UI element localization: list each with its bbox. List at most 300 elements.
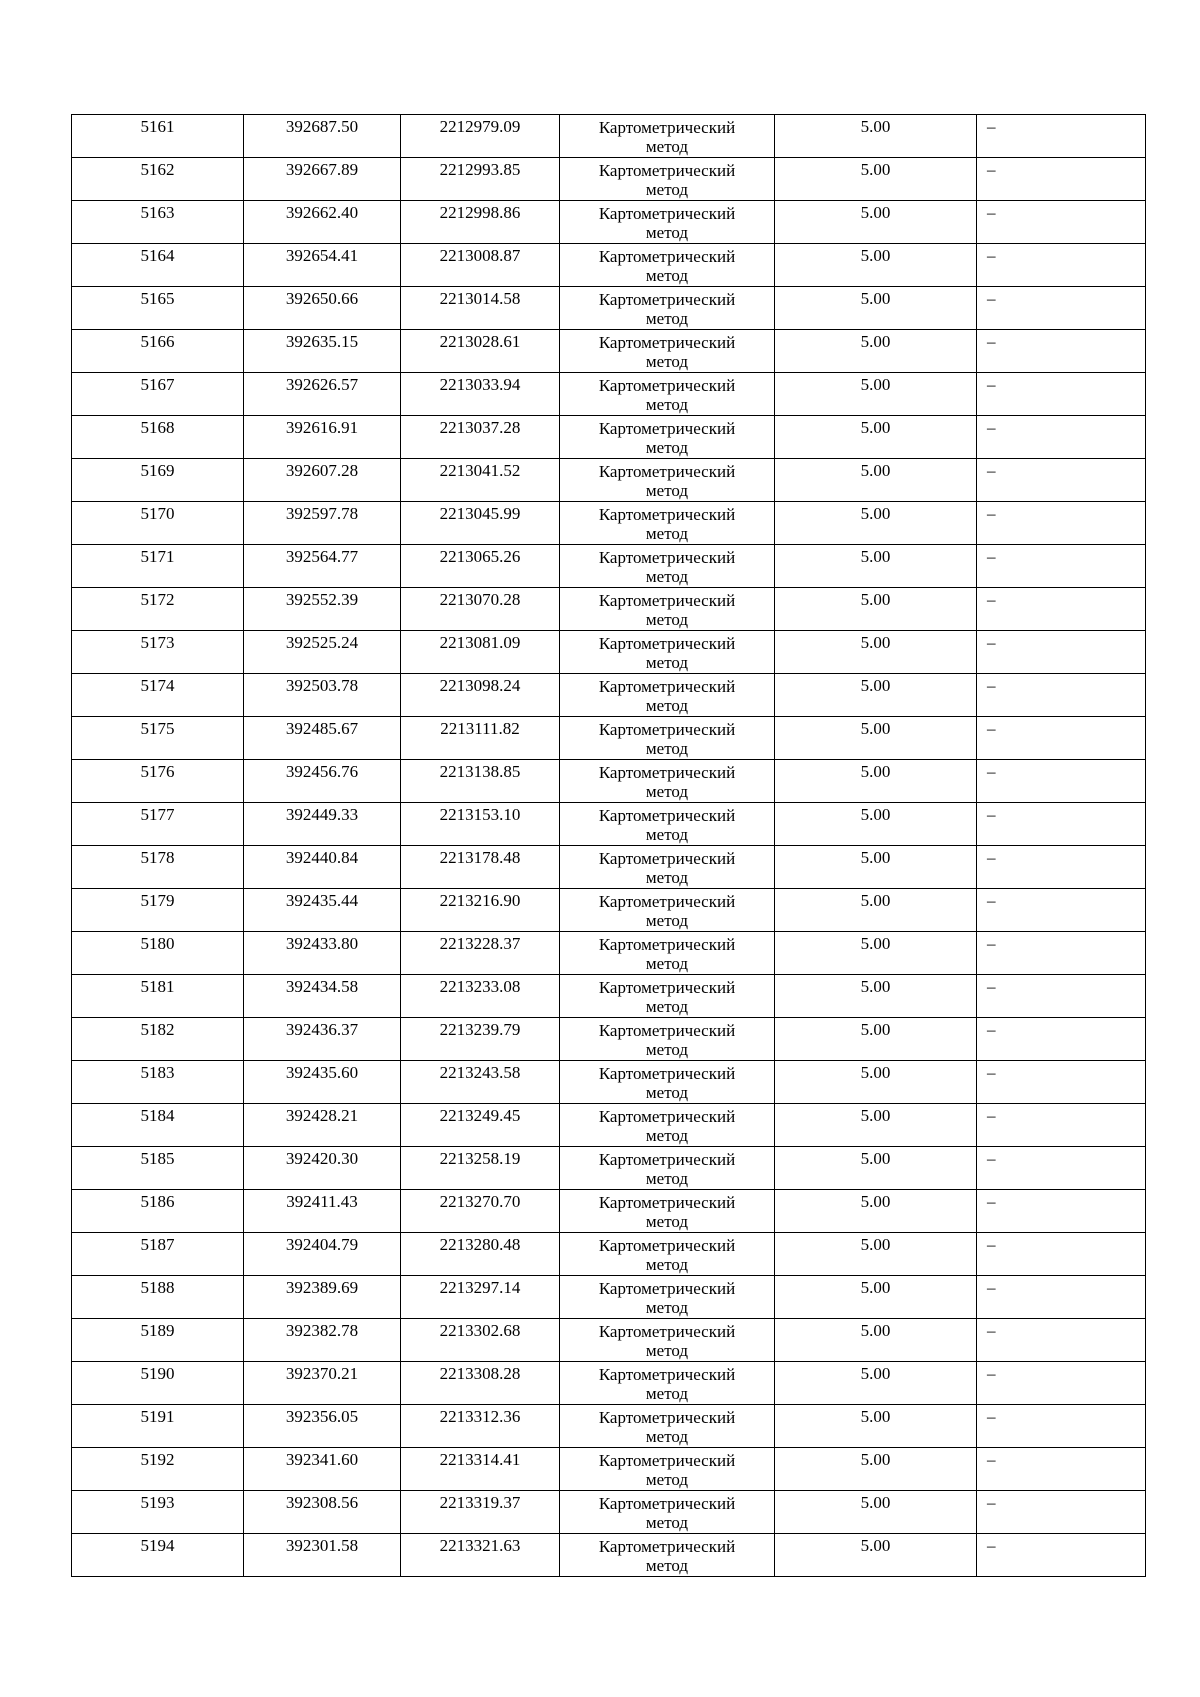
method-line-1: Картометрический: [598, 806, 736, 825]
table-row: [72, 760, 1146, 803]
note-cell-text: –: [987, 461, 996, 480]
x-coordinate-cell: [244, 760, 401, 803]
table-row: [72, 502, 1146, 545]
x-coordinate-cell: [244, 244, 401, 287]
method-line-2: метод: [645, 610, 689, 629]
method-line-1: Картометрический: [598, 591, 736, 610]
note-cell: [977, 1362, 1146, 1405]
point-number-cell-text: 5171: [140, 547, 175, 566]
accuracy-cell-text: 5.00: [860, 848, 891, 867]
x-coordinate-cell-text: 392420.30: [285, 1149, 359, 1168]
x-coordinate-cell: [244, 1448, 401, 1491]
note-cell-text: –: [987, 590, 996, 609]
table-body: [72, 115, 1146, 1577]
note-cell: [977, 1491, 1146, 1534]
method-line-1: Картометрический: [598, 634, 736, 653]
note-cell-text: –: [987, 848, 996, 867]
method-line-1: Картометрический: [598, 1408, 736, 1427]
x-coordinate-cell-text: 392370.21: [285, 1364, 359, 1383]
method-cell: [560, 1362, 775, 1405]
y-coordinate-cell-text: 2213041.52: [439, 461, 521, 480]
point-number-cell-text: 5190: [140, 1364, 175, 1383]
table-row: [72, 588, 1146, 631]
accuracy-cell: [775, 416, 977, 459]
y-coordinate-cell: [401, 545, 560, 588]
method-line-2: метод: [645, 1427, 689, 1446]
y-coordinate-cell: [401, 674, 560, 717]
x-coordinate-cell: [244, 158, 401, 201]
note-cell-text: –: [987, 1364, 996, 1383]
method-cell: [560, 803, 775, 846]
method-line-1: Картометрический: [598, 935, 736, 954]
accuracy-cell-text: 5.00: [860, 1192, 891, 1211]
table-row: [72, 1362, 1146, 1405]
table-row: [72, 1233, 1146, 1276]
method-line-1: Картометрический: [598, 247, 736, 266]
y-coordinate-cell-text: 2213111.82: [440, 719, 520, 738]
table-row: [72, 459, 1146, 502]
point-number-cell-text: 5161: [140, 117, 175, 136]
point-number-cell-text: 5191: [140, 1407, 175, 1426]
y-coordinate-cell: [401, 975, 560, 1018]
note-cell-text: –: [987, 934, 996, 953]
point-number-cell-text: 5170: [140, 504, 175, 523]
x-coordinate-cell-text: 392356.05: [285, 1407, 359, 1426]
x-coordinate-cell-text: 392436.37: [285, 1020, 359, 1039]
point-number-cell: [72, 330, 244, 373]
method-cell: [560, 846, 775, 889]
table-row: [72, 1061, 1146, 1104]
point-number-cell: [72, 373, 244, 416]
method-line-2: метод: [645, 309, 689, 328]
note-cell: [977, 1190, 1146, 1233]
method-line-2: метод: [645, 567, 689, 586]
y-coordinate-cell-text: 2212979.09: [439, 117, 521, 136]
point-number-cell-text: 5168: [140, 418, 175, 437]
method-line-2: метод: [645, 1513, 689, 1532]
y-coordinate-cell-text: 2212993.85: [439, 160, 521, 179]
method-line-2: метод: [645, 1126, 689, 1145]
method-line-1: Картометрический: [598, 1537, 736, 1556]
x-coordinate-cell: [244, 1534, 401, 1577]
x-coordinate-cell-text: 392308.56: [285, 1493, 359, 1512]
x-coordinate-cell-text: 392564.77: [285, 547, 359, 566]
accuracy-cell: [775, 1448, 977, 1491]
accuracy-cell-text: 5.00: [860, 1321, 891, 1340]
accuracy-cell-text: 5.00: [860, 676, 891, 695]
y-coordinate-cell-text: 2213280.48: [439, 1235, 521, 1254]
method-line-2: метод: [645, 653, 689, 672]
accuracy-cell-text: 5.00: [860, 547, 891, 566]
x-coordinate-cell: [244, 1233, 401, 1276]
accuracy-cell: [775, 975, 977, 1018]
method-line-2: метод: [645, 1083, 689, 1102]
x-coordinate-cell-text: 392597.78: [285, 504, 359, 523]
point-number-cell-text: 5194: [140, 1536, 175, 1555]
method-line-2: метод: [645, 696, 689, 715]
note-cell-text: –: [987, 160, 996, 179]
accuracy-cell: [775, 588, 977, 631]
method-line-1: Картометрический: [598, 1322, 736, 1341]
y-coordinate-cell: [401, 373, 560, 416]
point-number-cell-text: 5182: [140, 1020, 175, 1039]
x-coordinate-cell-text: 392449.33: [285, 805, 359, 824]
point-number-cell: [72, 1276, 244, 1319]
accuracy-cell: [775, 330, 977, 373]
note-cell: [977, 588, 1146, 631]
x-coordinate-cell: [244, 1405, 401, 1448]
point-number-cell-text: 5175: [140, 719, 175, 738]
method-cell: [560, 459, 775, 502]
note-cell: [977, 201, 1146, 244]
accuracy-cell-text: 5.00: [860, 762, 891, 781]
y-coordinate-cell: [401, 330, 560, 373]
method-line-1: Картометрический: [598, 204, 736, 223]
method-line-2: метод: [645, 1556, 689, 1575]
point-number-cell: [72, 502, 244, 545]
method-cell: [560, 717, 775, 760]
y-coordinate-cell: [401, 889, 560, 932]
method-line-1: Картометрический: [598, 376, 736, 395]
x-coordinate-cell-text: 392485.67: [285, 719, 359, 738]
method-line-2: метод: [645, 782, 689, 801]
method-line-2: метод: [645, 137, 689, 156]
method-line-1: Картометрический: [598, 1064, 736, 1083]
x-coordinate-cell-text: 392650.66: [285, 289, 359, 308]
method-line-1: Картометрический: [598, 161, 736, 180]
y-coordinate-cell: [401, 459, 560, 502]
accuracy-cell: [775, 1319, 977, 1362]
point-number-cell: [72, 975, 244, 1018]
point-number-cell-text: 5169: [140, 461, 175, 480]
note-cell-text: –: [987, 1321, 996, 1340]
x-coordinate-cell: [244, 1190, 401, 1233]
point-number-cell: [72, 1362, 244, 1405]
method-cell: [560, 1319, 775, 1362]
method-line-2: метод: [645, 1212, 689, 1231]
note-cell-text: –: [987, 1106, 996, 1125]
method-cell: [560, 631, 775, 674]
point-number-cell: [72, 1061, 244, 1104]
method-cell: [560, 115, 775, 158]
x-coordinate-cell-text: 392301.58: [285, 1536, 359, 1555]
point-number-cell: [72, 889, 244, 932]
note-cell: [977, 674, 1146, 717]
method-line-1: Картометрический: [598, 1107, 736, 1126]
x-coordinate-cell-text: 392433.80: [285, 934, 359, 953]
x-coordinate-cell-text: 392626.57: [285, 375, 359, 394]
method-cell: [560, 674, 775, 717]
accuracy-cell-text: 5.00: [860, 160, 891, 179]
x-coordinate-cell: [244, 631, 401, 674]
y-coordinate-cell: [401, 1233, 560, 1276]
method-cell: [560, 1233, 775, 1276]
note-cell: [977, 1233, 1146, 1276]
point-number-cell-text: 5192: [140, 1450, 175, 1469]
table-row: [72, 115, 1146, 158]
point-number-cell: [72, 588, 244, 631]
y-coordinate-cell-text: 2213037.28: [439, 418, 521, 437]
note-cell-text: –: [987, 1407, 996, 1426]
point-number-cell-text: 5180: [140, 934, 175, 953]
x-coordinate-cell: [244, 674, 401, 717]
x-coordinate-cell: [244, 115, 401, 158]
method-line-1: Картометрический: [598, 892, 736, 911]
table-row: [72, 244, 1146, 287]
method-line-1: Картометрический: [598, 462, 736, 481]
x-coordinate-cell: [244, 502, 401, 545]
y-coordinate-cell: [401, 1276, 560, 1319]
method-cell: [560, 1534, 775, 1577]
x-coordinate-cell-text: 392440.84: [285, 848, 359, 867]
method-cell: [560, 1018, 775, 1061]
accuracy-cell-text: 5.00: [860, 418, 891, 437]
x-coordinate-cell-text: 392389.69: [285, 1278, 359, 1297]
table-row: [72, 631, 1146, 674]
table-row: [72, 1405, 1146, 1448]
accuracy-cell: [775, 1104, 977, 1147]
method-line-2: метод: [645, 1255, 689, 1274]
table-row: [72, 201, 1146, 244]
method-line-1: Картометрический: [598, 1193, 736, 1212]
method-line-1: Картометрический: [598, 118, 736, 137]
point-number-cell: [72, 760, 244, 803]
y-coordinate-cell-text: 2213033.94: [439, 375, 521, 394]
accuracy-cell: [775, 717, 977, 760]
method-cell: [560, 1061, 775, 1104]
point-number-cell-text: 5183: [140, 1063, 175, 1082]
x-coordinate-cell-text: 392411.43: [286, 1192, 358, 1211]
y-coordinate-cell: [401, 502, 560, 545]
method-line-2: метод: [645, 1298, 689, 1317]
x-coordinate-cell-text: 392616.91: [285, 418, 359, 437]
note-cell: [977, 717, 1146, 760]
point-number-cell: [72, 674, 244, 717]
note-cell: [977, 545, 1146, 588]
method-line-1: Картометрический: [598, 849, 736, 868]
method-line-2: метод: [645, 395, 689, 414]
table-row: [72, 1319, 1146, 1362]
method-line-1: Картометрический: [598, 1279, 736, 1298]
table-row: [72, 1276, 1146, 1319]
point-number-cell: [72, 416, 244, 459]
x-coordinate-cell-text: 392503.78: [285, 676, 359, 695]
method-line-2: метод: [645, 868, 689, 887]
y-coordinate-cell: [401, 244, 560, 287]
table-row: [72, 330, 1146, 373]
table-row: [72, 1534, 1146, 1577]
y-coordinate-cell-text: 2213028.61: [439, 332, 521, 351]
method-cell: [560, 1491, 775, 1534]
y-coordinate-cell: [401, 158, 560, 201]
note-cell: [977, 1276, 1146, 1319]
point-number-cell: [72, 1534, 244, 1577]
table-row: [72, 287, 1146, 330]
method-cell: [560, 1448, 775, 1491]
table-row: [72, 545, 1146, 588]
accuracy-cell-text: 5.00: [860, 289, 891, 308]
accuracy-cell-text: 5.00: [860, 1364, 891, 1383]
point-number-cell: [72, 1018, 244, 1061]
x-coordinate-cell: [244, 545, 401, 588]
x-coordinate-cell: [244, 932, 401, 975]
note-cell-text: –: [987, 676, 996, 695]
method-line-2: метод: [645, 1341, 689, 1360]
point-number-cell-text: 5164: [140, 246, 175, 265]
x-coordinate-cell-text: 392525.24: [285, 633, 359, 652]
y-coordinate-cell-text: 2213216.90: [439, 891, 521, 910]
x-coordinate-cell: [244, 1362, 401, 1405]
accuracy-cell-text: 5.00: [860, 504, 891, 523]
method-cell: [560, 588, 775, 631]
accuracy-cell: [775, 502, 977, 545]
point-number-cell-text: 5173: [140, 633, 175, 652]
note-cell: [977, 1147, 1146, 1190]
table-row: [72, 932, 1146, 975]
accuracy-cell-text: 5.00: [860, 934, 891, 953]
note-cell-text: –: [987, 633, 996, 652]
x-coordinate-cell: [244, 1104, 401, 1147]
accuracy-cell: [775, 674, 977, 717]
accuracy-cell: [775, 1061, 977, 1104]
note-cell: [977, 416, 1146, 459]
method-cell: [560, 330, 775, 373]
accuracy-cell: [775, 803, 977, 846]
accuracy-cell: [775, 889, 977, 932]
y-coordinate-cell-text: 2213243.58: [439, 1063, 521, 1082]
point-number-cell: [72, 1319, 244, 1362]
method-line-2: метод: [645, 223, 689, 242]
note-cell: [977, 1534, 1146, 1577]
accuracy-cell: [775, 545, 977, 588]
accuracy-cell-text: 5.00: [860, 1493, 891, 1512]
x-coordinate-cell-text: 392382.78: [285, 1321, 359, 1340]
table-row: [72, 803, 1146, 846]
accuracy-cell: [775, 244, 977, 287]
point-number-cell: [72, 1405, 244, 1448]
method-line-1: Картометрический: [598, 505, 736, 524]
accuracy-cell-text: 5.00: [860, 1063, 891, 1082]
method-cell: [560, 416, 775, 459]
method-cell: [560, 1147, 775, 1190]
accuracy-cell: [775, 932, 977, 975]
point-number-cell: [72, 1147, 244, 1190]
x-coordinate-cell: [244, 330, 401, 373]
x-coordinate-cell: [244, 459, 401, 502]
method-line-2: метод: [645, 481, 689, 500]
accuracy-cell-text: 5.00: [860, 805, 891, 824]
y-coordinate-cell-text: 2212998.86: [439, 203, 521, 222]
method-line-1: Картометрический: [598, 1236, 736, 1255]
x-coordinate-cell-text: 392434.58: [285, 977, 359, 996]
note-cell-text: –: [987, 805, 996, 824]
x-coordinate-cell: [244, 846, 401, 889]
point-number-cell-text: 5185: [140, 1149, 175, 1168]
accuracy-cell-text: 5.00: [860, 332, 891, 351]
y-coordinate-cell-text: 2213308.28: [439, 1364, 521, 1383]
y-coordinate-cell: [401, 115, 560, 158]
y-coordinate-cell-text: 2213178.48: [439, 848, 521, 867]
x-coordinate-cell-text: 392687.50: [285, 117, 359, 136]
point-number-cell: [72, 1491, 244, 1534]
x-coordinate-cell: [244, 1061, 401, 1104]
y-coordinate-cell: [401, 1405, 560, 1448]
note-cell: [977, 502, 1146, 545]
y-coordinate-cell: [401, 717, 560, 760]
point-number-cell: [72, 1104, 244, 1147]
accuracy-cell: [775, 287, 977, 330]
accuracy-cell-text: 5.00: [860, 891, 891, 910]
point-number-cell-text: 5178: [140, 848, 175, 867]
note-cell: [977, 373, 1146, 416]
point-number-cell: [72, 158, 244, 201]
y-coordinate-cell: [401, 1018, 560, 1061]
y-coordinate-cell-text: 2213249.45: [439, 1106, 521, 1125]
y-coordinate-cell: [401, 1491, 560, 1534]
note-cell: [977, 803, 1146, 846]
y-coordinate-cell-text: 2213312.36: [439, 1407, 521, 1426]
note-cell-text: –: [987, 762, 996, 781]
method-cell: [560, 1104, 775, 1147]
accuracy-cell: [775, 1276, 977, 1319]
accuracy-cell-text: 5.00: [860, 375, 891, 394]
table-row: [72, 1448, 1146, 1491]
y-coordinate-cell: [401, 1319, 560, 1362]
note-cell-text: –: [987, 1493, 996, 1512]
method-line-1: Картометрический: [598, 978, 736, 997]
note-cell: [977, 932, 1146, 975]
y-coordinate-cell: [401, 1061, 560, 1104]
note-cell: [977, 975, 1146, 1018]
method-line-2: метод: [645, 524, 689, 543]
table-row: [72, 1190, 1146, 1233]
y-coordinate-cell-text: 2213302.68: [439, 1321, 521, 1340]
point-number-cell: [72, 932, 244, 975]
accuracy-cell: [775, 1405, 977, 1448]
method-cell: [560, 502, 775, 545]
method-line-2: метод: [645, 739, 689, 758]
note-cell-text: –: [987, 117, 996, 136]
point-number-cell-text: 5184: [140, 1106, 175, 1125]
method-line-2: метод: [645, 1040, 689, 1059]
y-coordinate-cell: [401, 803, 560, 846]
point-number-cell: [72, 244, 244, 287]
method-cell: [560, 1190, 775, 1233]
y-coordinate-cell-text: 2213098.24: [439, 676, 521, 695]
y-coordinate-cell: [401, 631, 560, 674]
method-cell: [560, 373, 775, 416]
point-number-cell-text: 5189: [140, 1321, 175, 1340]
y-coordinate-cell-text: 2213270.70: [439, 1192, 521, 1211]
note-cell-text: –: [987, 719, 996, 738]
note-cell: [977, 1104, 1146, 1147]
accuracy-cell: [775, 115, 977, 158]
point-number-cell: [72, 631, 244, 674]
x-coordinate-cell-text: 392456.76: [285, 762, 359, 781]
note-cell: [977, 459, 1146, 502]
note-cell: [977, 115, 1146, 158]
accuracy-cell-text: 5.00: [860, 1106, 891, 1125]
accuracy-cell: [775, 760, 977, 803]
point-number-cell: [72, 1448, 244, 1491]
x-coordinate-cell: [244, 287, 401, 330]
accuracy-cell-text: 5.00: [860, 203, 891, 222]
accuracy-cell: [775, 1534, 977, 1577]
accuracy-cell: [775, 1018, 977, 1061]
note-cell-text: –: [987, 1278, 996, 1297]
point-number-cell: [72, 201, 244, 244]
point-number-cell: [72, 115, 244, 158]
